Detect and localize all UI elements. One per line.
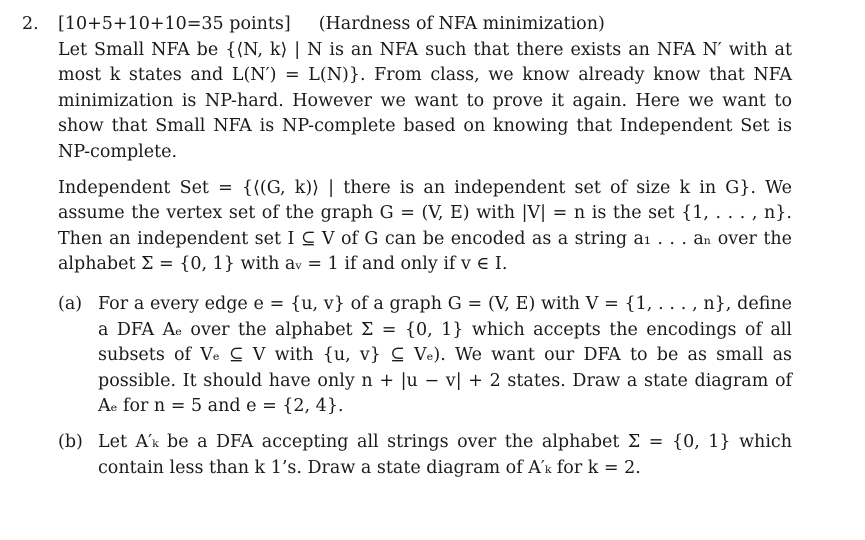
sub-parts [58, 292, 792, 481]
part-label: (b) [58, 431, 83, 452]
part-b [58, 430, 792, 481]
part-a [58, 292, 792, 420]
independent-set-paragraph: Independent Set = {⟨(G, k)⟩ | there is an independent set of size k in G}. We assume the vertex set of the graph G = (V, E) with |V| = n is the set {1, . . . , n}. Then an independent set I ⊆ V of G can be encoded as a string a₁ . . . aₙ over the alphabet Σ = {0, 1} with aᵥ = 1 if and only if v ∈ I. [58, 177, 792, 275]
problem-header [22, 12, 792, 38]
part-text: For a every edge e = {u, v} of a graph G = (V, E) with V = {1, . . . , n}, define a DFA Aₑ over the alphabet Σ = {0, 1} which accepts the encodings of all subsets of Vₑ ⊆ V with {u, v} ⊆ Vₑ). We want our DFA to be as small as possible. It should have only n + |u − v| + 2 states. Draw a state diagram of Aₑ for n = 5 and e = {2, 4}. [98, 293, 792, 417]
problem-title: (Hardness of NFA minimization) [318, 14, 605, 34]
problem-body [58, 38, 792, 278]
part-label: (a) [58, 293, 83, 314]
problem-2 [22, 12, 792, 481]
intro-paragraph: Let Small NFA be {⟨N, k⟩ | N is an NFA such that there exists an NFA N′ with at most k states and L(N′) = L(N)}. From class, we know already know that NFA minimization is NP-hard. However we want to prove it again. Here we want to show that Small NFA is NP-complete based on knowing that Independent Set is NP-complete. [58, 39, 792, 162]
part-text: Let A′ₖ be a DFA accepting all strings over the alphabet Σ = {0, 1} which contain less than k 1’s. Draw a state diagram of A′ₖ for k = 2. [98, 431, 792, 478]
problem-number: 2. [22, 14, 39, 34]
problem-points: [10+5+10+10=35 points] [58, 14, 291, 34]
